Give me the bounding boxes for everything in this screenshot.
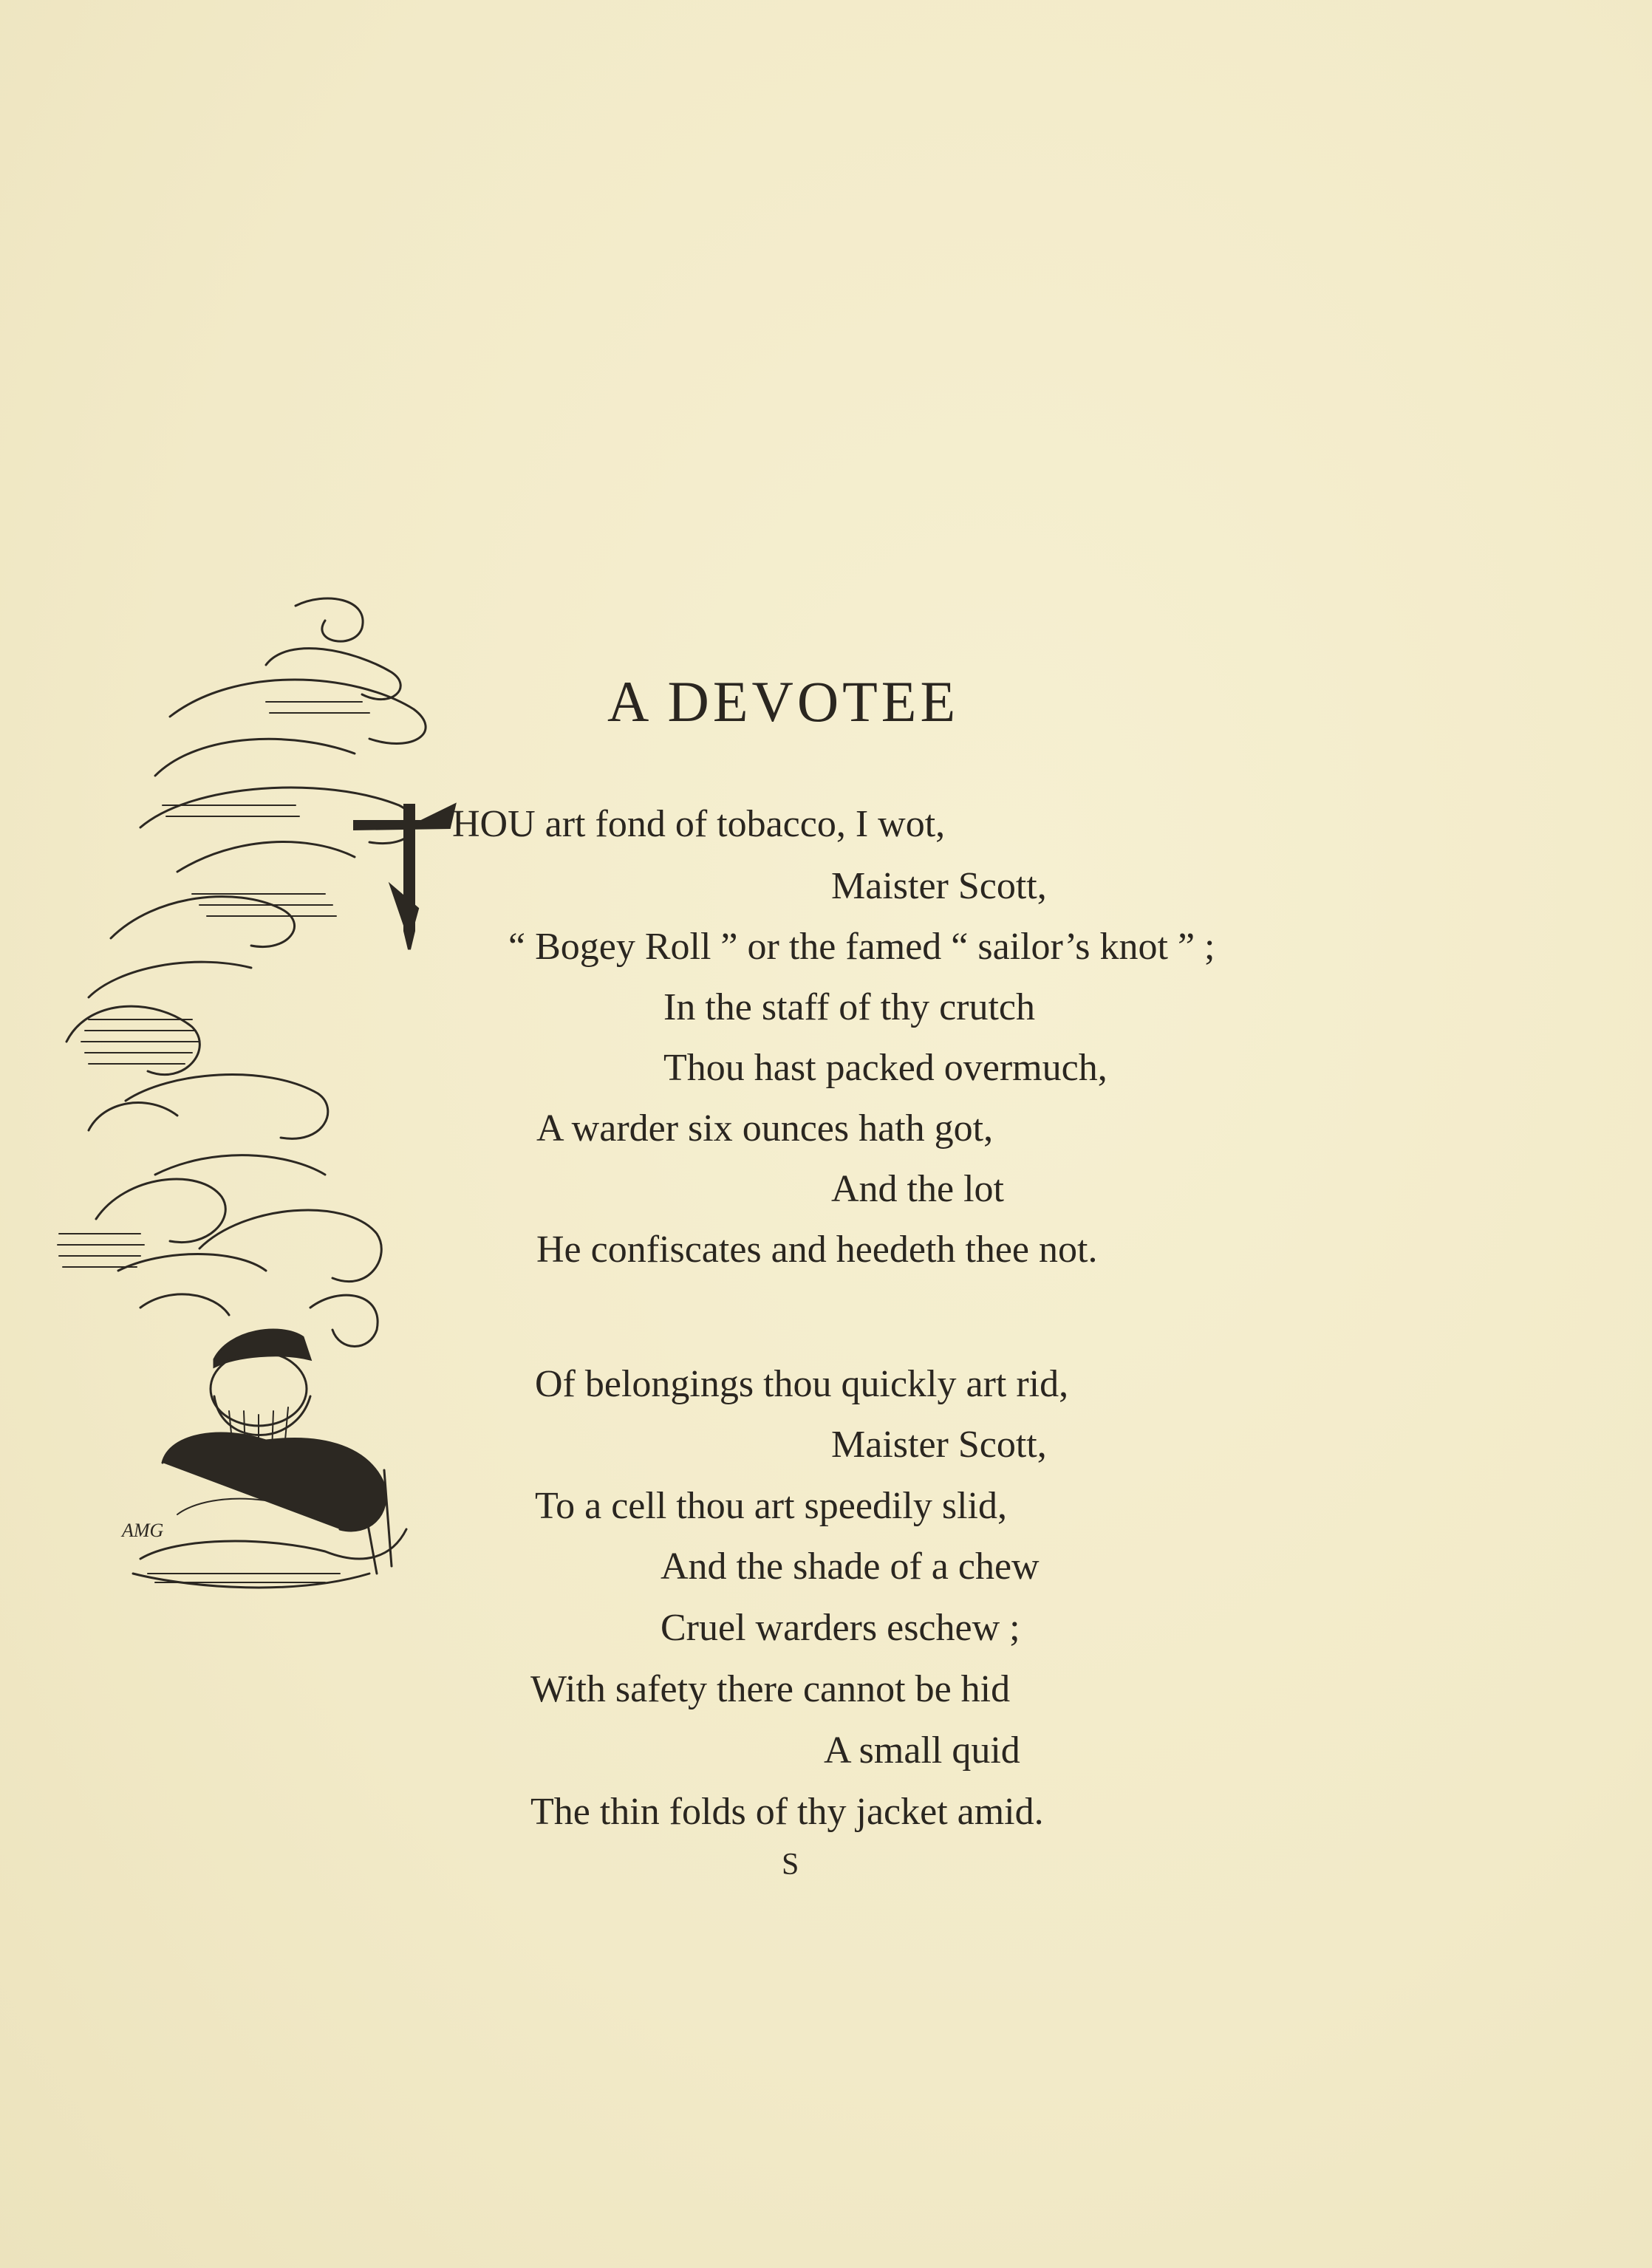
poem-title: A DEVOTEE	[607, 669, 960, 734]
artist-signature: AMG	[122, 1520, 164, 1541]
poem-line: A warder six ounces hath got,	[536, 1107, 994, 1150]
poem-line: And the shade of a chew	[661, 1545, 1040, 1588]
poem-line: Of belongings thou quickly art rid,	[535, 1363, 1069, 1405]
poem-line: “ Bogey Roll ” or the famed “ sailor’s knot ” ;	[508, 926, 1215, 968]
poem-line: And the lot	[831, 1168, 1004, 1210]
poem-line: A small quid	[824, 1729, 1020, 1772]
poem-line: HOU art fond of tobacco, I wot,	[452, 803, 946, 845]
poem-line: In the staff of thy crutch	[663, 986, 1035, 1028]
poem-line: He confiscates and heedeth thee not.	[536, 1229, 1098, 1271]
poem-line: To a cell thou art speedily slid,	[535, 1485, 1007, 1527]
signature-mark: S	[782, 1848, 799, 1882]
smoke-sailor-illustration	[44, 584, 458, 1640]
poem-line: Maister Scott,	[831, 865, 1047, 907]
poem-line: With safety there cannot be hid	[530, 1668, 1011, 1710]
poem-line: Maister Scott,	[831, 1424, 1047, 1466]
poem-line: Cruel warders eschew ;	[661, 1607, 1020, 1649]
poem-line: The thin folds of thy jacket amid.	[530, 1791, 1044, 1833]
poem-line: Thou hast packed overmuch,	[663, 1047, 1107, 1089]
